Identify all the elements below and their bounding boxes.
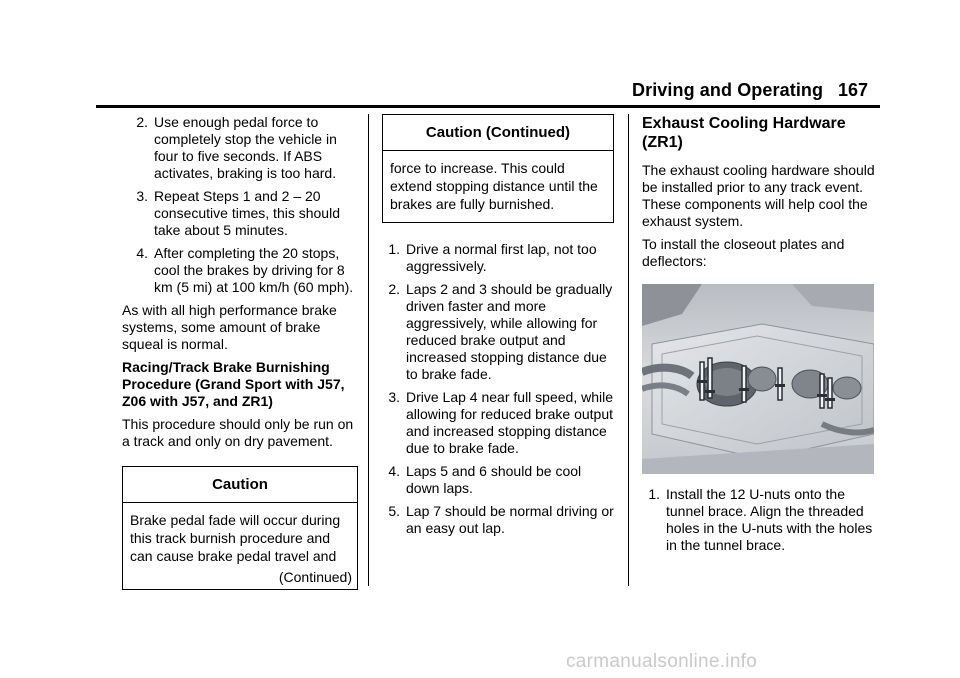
caution-box [122, 466, 358, 590]
exhaust-hardware-figure [642, 284, 874, 474]
header-rule [96, 105, 880, 108]
column-3 [642, 114, 882, 560]
caution-box [382, 114, 614, 223]
list-item [382, 241, 614, 275]
list-item [122, 114, 358, 182]
section-heading: Exhaust Cooling Hardware (ZR1) [642, 115, 846, 151]
step-text: Laps 2 and 3 should be gradually driven faster and more aggressively, while allowing for reduced brake output and increased stopping distance due to brake fade. [406, 281, 613, 382]
step-text: Install the 12 U-nuts onto the tunnel brace. Align the threaded holes in the U-nuts with the holes in the tunnel brace. [666, 486, 873, 553]
step-text: Repeat Steps 1 and 2 – 20 consecutive times, this should take about 5 minutes. [154, 188, 340, 238]
list-item [122, 188, 358, 239]
step-number: 5. [388, 503, 400, 519]
subheading: Racing/Track Brake Burnishing Procedure (Grand Sport with J57, Z06 with J57, and ZR1) [122, 359, 345, 409]
watermark: carmanualsonline.info [566, 651, 758, 672]
exhaust-hardware-illustration [642, 284, 874, 474]
column-divider [628, 114, 629, 586]
list-item [382, 463, 614, 497]
caution-title: Caution [123, 467, 357, 503]
continued-label: (Continued) [278, 569, 352, 585]
list-item [382, 281, 614, 383]
step-number: 2. [136, 114, 148, 130]
column-1 [122, 114, 358, 590]
step-text: Use enough pedal force to completely stop the vehicle in four to five seconds. If ABS activates, braking is too hard. [154, 114, 337, 181]
list-item [382, 389, 614, 457]
page-number: 167 [838, 80, 869, 100]
step-number: 2. [388, 281, 400, 297]
step-number: 1. [388, 241, 400, 257]
paragraph: The exhaust cooling hardware should be installed prior to any track event. These components will help cool the exhaust system. [642, 162, 875, 229]
step-text: Drive Lap 4 near full speed, while allowing for reduced brake output and increased stopping distance due to brake fade. [406, 389, 614, 456]
list-item [382, 503, 614, 537]
step-number: 3. [388, 389, 400, 405]
step-number: 3. [136, 188, 148, 204]
paragraph: This procedure should only be run on a track and only on dry pavement. [122, 416, 354, 449]
step-number: 4. [136, 245, 148, 261]
paragraph: As with all high performance brake systems, some amount of brake squeal is normal. [122, 302, 337, 352]
list-item [122, 245, 358, 296]
step-number: 1. [648, 486, 660, 502]
paragraph: To install the closeout plates and deflectors: [642, 236, 845, 269]
column-divider [368, 114, 369, 586]
step-text: Lap 7 should be normal driving or an easy out lap. [406, 503, 614, 536]
column-2 [382, 114, 614, 543]
caution-title: Caution (Continued) [383, 115, 613, 151]
step-number: 4. [388, 463, 400, 479]
step-text: Drive a normal first lap, not too aggressively. [406, 241, 597, 274]
list-item [642, 486, 882, 554]
caution-body: Brake pedal fade will occur during this track burnish procedure and can cause brake pedal travel and [130, 512, 341, 564]
caution-body: force to increase. This could extend stopping distance until the brakes are fully burnished. [390, 160, 598, 212]
step-text: Laps 5 and 6 should be cool down laps. [406, 463, 582, 496]
section-title: Driving and Operating [632, 80, 824, 100]
step-text: After completing the 20 stops, cool the brakes by driving for 8 km (5 mi) at 100 km/h (60 mph). [154, 245, 354, 295]
